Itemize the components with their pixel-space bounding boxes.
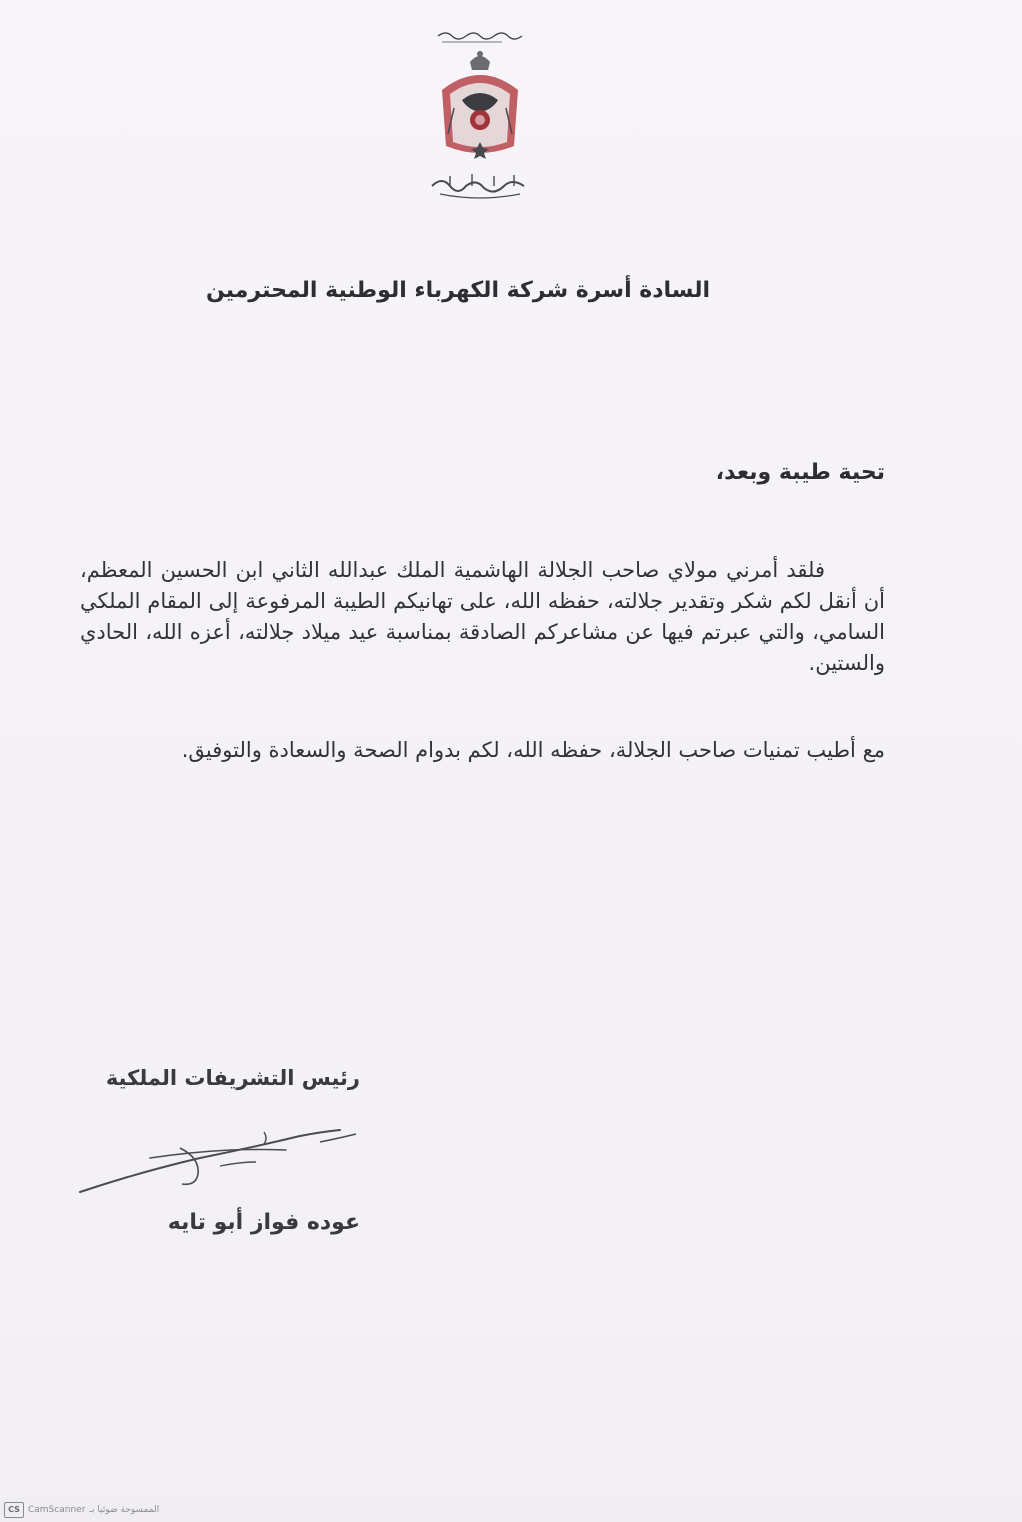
- watermark-caption: الممسوحة ضوئيا بـ: [89, 1505, 160, 1515]
- handwritten-signature: [70, 1122, 370, 1202]
- signature-icon: [70, 1122, 370, 1202]
- greeting-line: تحية طيبة وبعد،: [715, 460, 885, 485]
- signatory-title: رئيس التشريفات الملكية: [105, 1066, 360, 1090]
- signatory-name: عوده فواز أبو تايه: [167, 1210, 360, 1235]
- royal-emblem-letterhead: [420, 20, 540, 220]
- letter-paragraph-2: مع أطيب تمنيات صاحب الجلالة، حفظه الله، لكم بدوام الصحة والسعادة والتوفيق.: [181, 738, 885, 762]
- letter-paragraph-1: فلقد أمرني مولاي صاحب الجلالة الهاشمية الملك عبدالله الثاني ابن الحسين المعظم، أن أنقل لكم شكر وتقدير جلالته، حفظه الله، على تهانيكم الطيبة المرفوعة إلى المقام الملكي السامي، والتي عبرتم فيها عن مشاعركم الصادقة بمناسبة عيد ميلاد جلالته، أعزه الله، الحادي والستين.: [80, 558, 885, 675]
- addressee-line: السادة أسرة شركة الكهرباء الوطنية المحترمين: [206, 278, 710, 303]
- watermark-app-name: CamScanner: [28, 1505, 86, 1515]
- camscanner-logo-icon: CS: [4, 1502, 24, 1518]
- royal-coat-of-arms-icon: [420, 20, 540, 220]
- scanner-watermark: [0, 1498, 1022, 1522]
